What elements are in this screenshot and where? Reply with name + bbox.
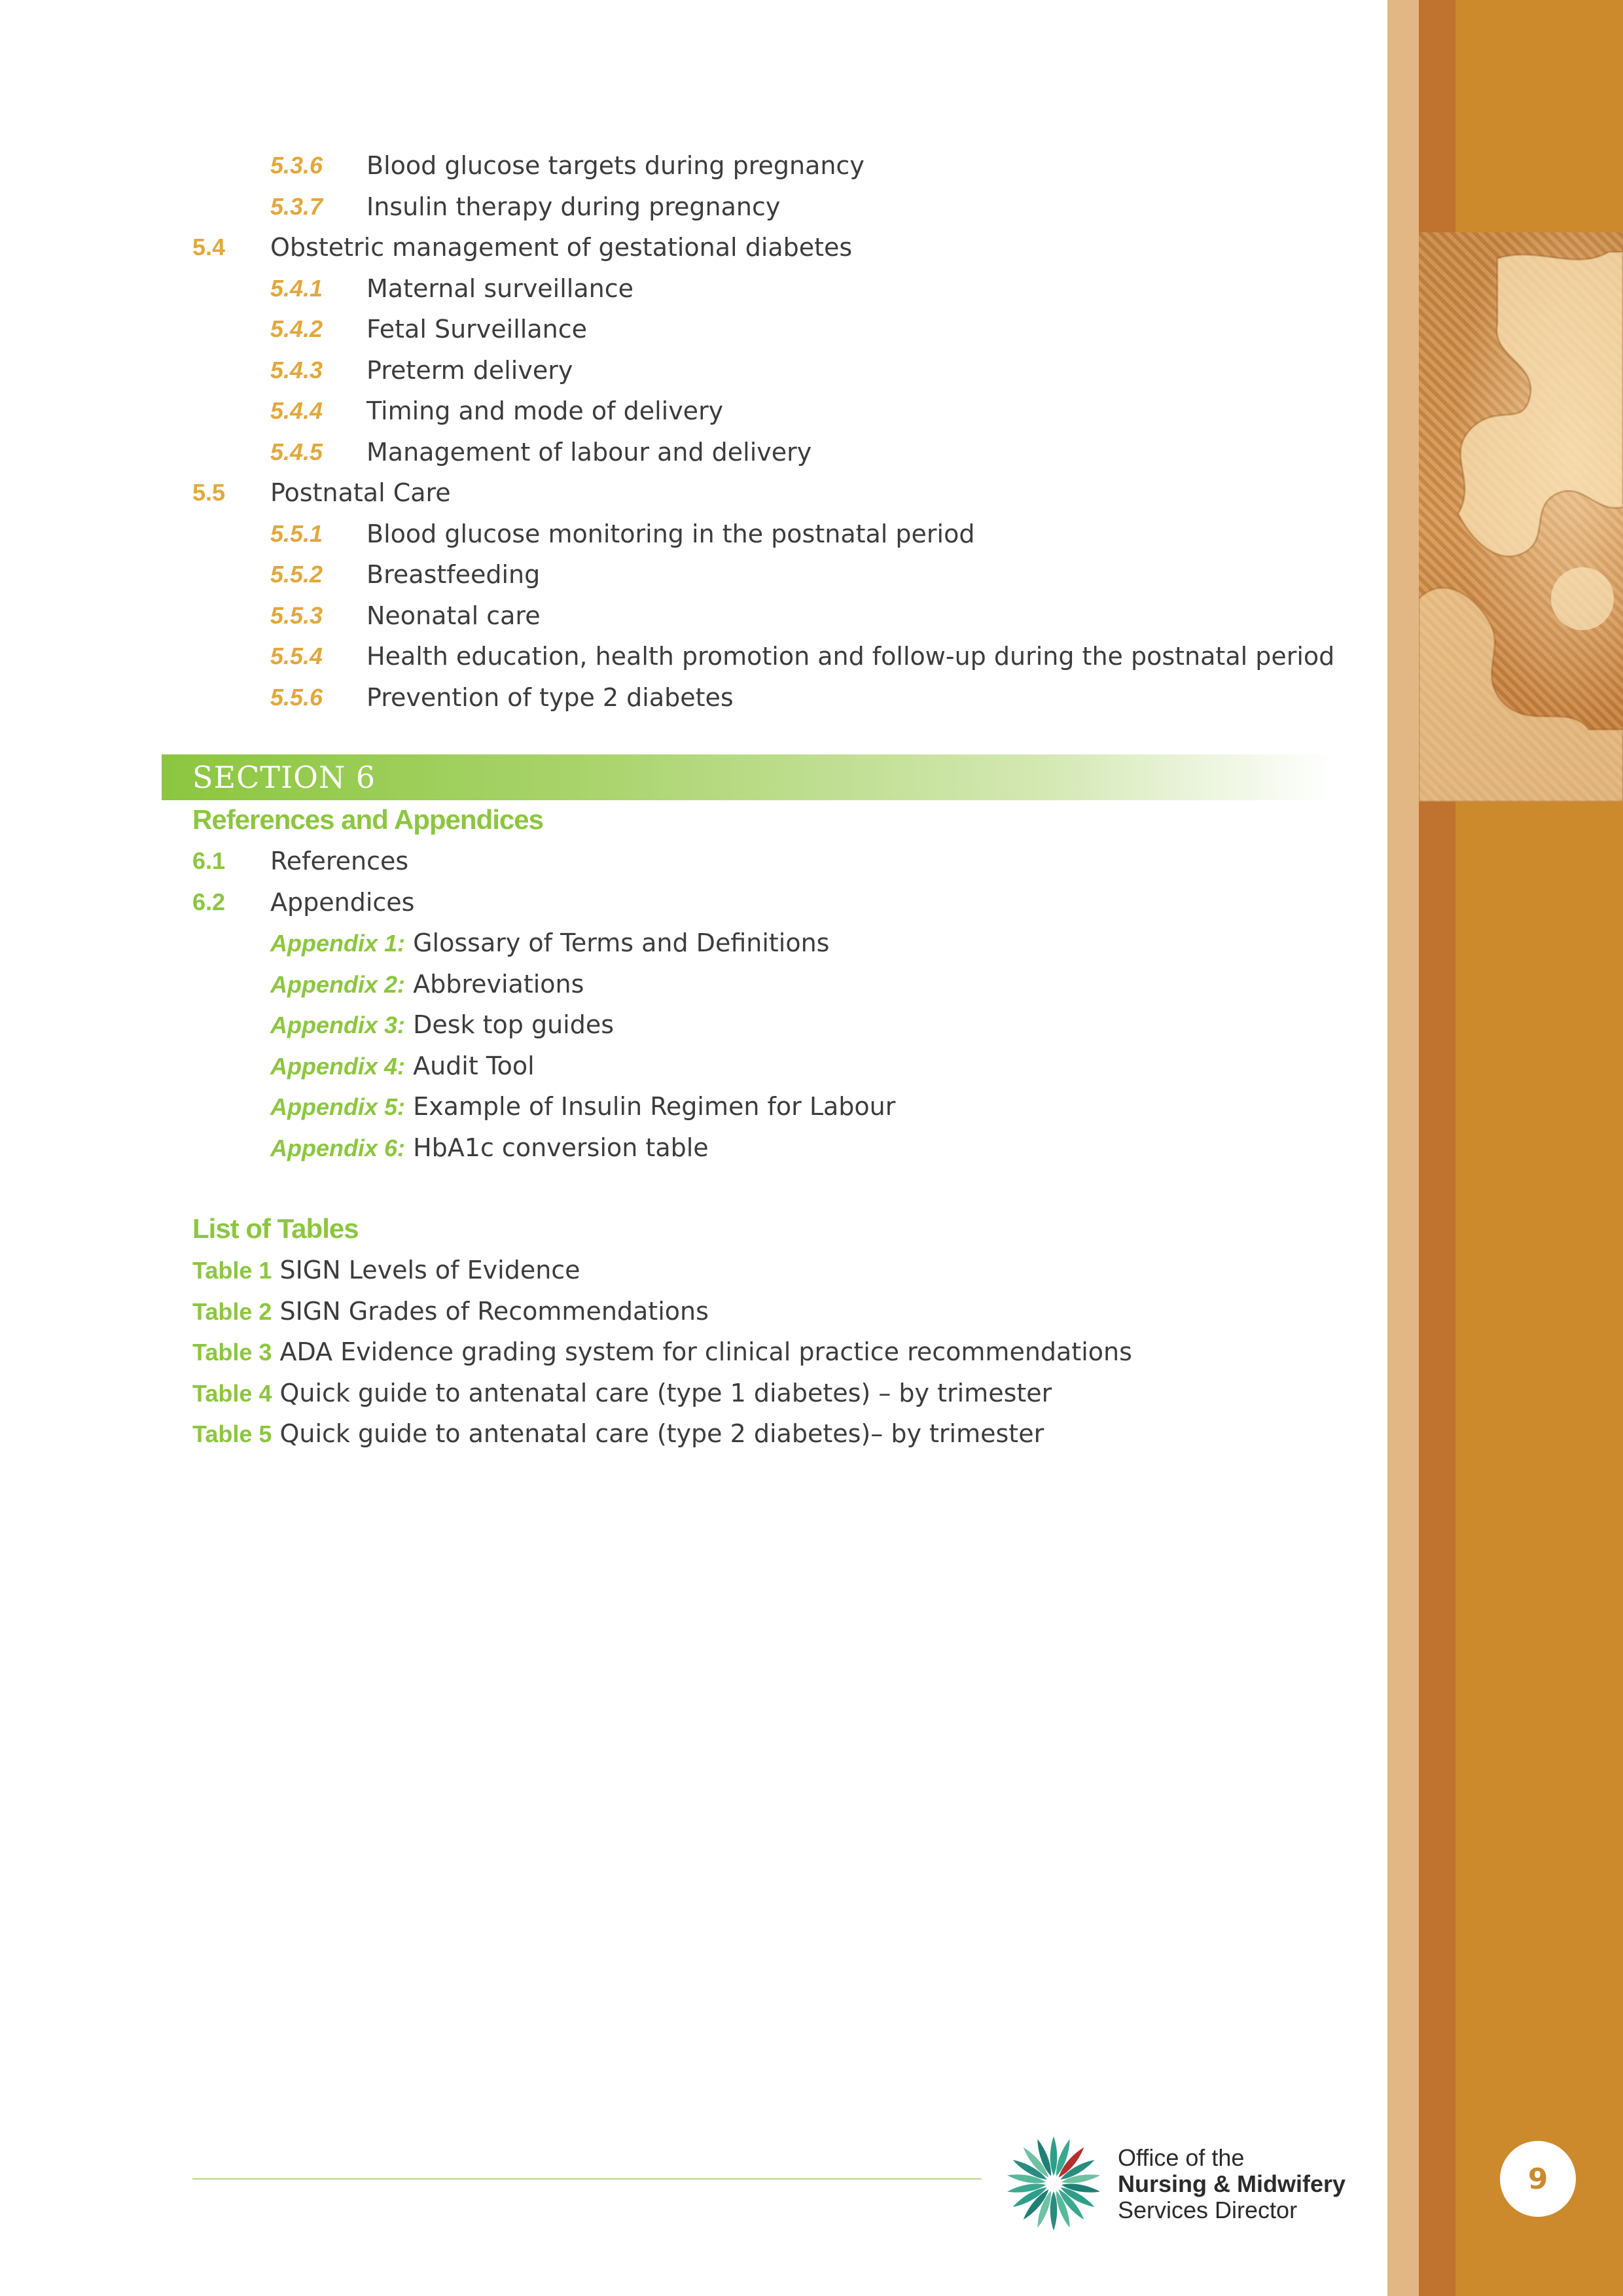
appendix-entry <box>270 1046 535 1086</box>
appendix-label: Appendix 6: <box>270 1134 406 1161</box>
toc-entry-number: 5.5.2 <box>270 561 323 588</box>
toc-entry-number: 5.3.6 <box>270 152 323 179</box>
toc-entry <box>0 145 1374 186</box>
section-banner <box>162 754 1333 800</box>
toc-entry-title: Health education, health promotion and follow-up during the postnatal period <box>366 642 1335 671</box>
toc-entry-number: 5.5.6 <box>270 683 323 711</box>
toc-entry <box>0 554 1374 595</box>
toc-entry-title: References <box>270 847 409 875</box>
appendix-entry <box>270 1086 895 1127</box>
toc-entry <box>0 268 1374 309</box>
footer-rule <box>192 2178 982 2180</box>
toc-entry-title: Postnatal Care <box>270 478 451 507</box>
appendix-label: Appendix 2: <box>270 970 406 998</box>
toc-entry-number: 6.2 <box>192 888 226 915</box>
appendix-label: Appendix 5: <box>270 1093 406 1120</box>
toc-entry-number: 6.1 <box>192 847 226 874</box>
toc-entry <box>0 227 1374 268</box>
appendix-label: Appendix 3: <box>270 1012 406 1038</box>
appendix-entry <box>270 1127 709 1168</box>
toc-entry-number: 5.4.3 <box>270 356 323 383</box>
section-heading: References and Appendices <box>192 804 543 835</box>
toc-entry-title: Neonatal care <box>366 601 541 630</box>
side-band-light <box>1387 0 1419 2296</box>
puzzle-image <box>1419 232 1623 802</box>
table-entry <box>192 1250 580 1290</box>
toc-entry-number: 5.3.7 <box>270 192 323 220</box>
toc-entry-number: 5.5 <box>192 479 226 506</box>
toc-entry <box>0 595 1374 636</box>
toc-entry-title: Insulin therapy during pregnancy <box>366 192 781 221</box>
organisation-logo-text <box>1118 2145 1346 2223</box>
toc-entry-title: Blood glucose targets during pregnancy <box>366 151 865 180</box>
toc-entry <box>0 636 1374 677</box>
logo-line-3: Services Director <box>1118 2197 1298 2223</box>
table-entry <box>192 1413 1044 1454</box>
table-entry <box>192 1332 1132 1372</box>
toc-entry <box>0 514 1374 554</box>
toc-entry <box>0 432 1374 472</box>
toc-entry <box>0 391 1374 431</box>
toc-entry-title: Blood glucose monitoring in the postnatal period <box>366 519 975 548</box>
toc-entry-title: Timing and mode of delivery <box>366 397 724 425</box>
toc-entry <box>0 350 1374 391</box>
toc-entry-number: 5.5.3 <box>270 601 323 629</box>
table-label: Table 1 <box>192 1257 272 1284</box>
toc-entry-title: Fetal Surveillance <box>366 315 587 344</box>
toc-entry-number: 5.5.4 <box>270 643 323 669</box>
table-title: SIGN Levels of Evidence <box>272 1256 580 1284</box>
toc-entry <box>0 472 1374 513</box>
toc-entry <box>0 309 1374 349</box>
toc-entry-number: 5.4.2 <box>270 315 323 342</box>
appendix-title: Example of Insulin Regimen for Labour <box>405 1092 896 1121</box>
toc-entry <box>0 841 1374 881</box>
logo-line-1: Office of the <box>1118 2144 1245 2171</box>
appendix-label: Appendix 1: <box>270 930 406 957</box>
toc-entry-title: Management of labour and delivery <box>366 437 812 467</box>
appendix-title: Glossary of Terms and Definitions <box>405 928 830 957</box>
toc-entry-title: Preterm delivery <box>366 355 573 385</box>
toc-entry <box>0 677 1374 718</box>
appendix-title: Audit Tool <box>405 1051 535 1080</box>
appendix-entry <box>270 923 829 963</box>
section-label: SECTION 6 <box>192 760 376 795</box>
page-number: 9 <box>1500 2141 1576 2217</box>
appendix-label: Appendix 4: <box>270 1052 406 1080</box>
toc-entry-title: Appendices <box>270 887 415 917</box>
appendix-title: Abbreviations <box>405 969 584 998</box>
appendix-entry <box>270 964 584 1004</box>
table-title: SIGN Grades of Recommendations <box>272 1296 709 1326</box>
logo-line-2: Nursing & Midwifery <box>1118 2170 1346 2197</box>
tables-heading: List of Tables <box>192 1213 359 1244</box>
toc-entry-number: 5.5.1 <box>270 520 323 547</box>
toc-entry-number: 5.4 <box>192 234 226 260</box>
table-label: Table 3 <box>192 1339 272 1366</box>
table-label: Table 4 <box>192 1379 272 1407</box>
table-title: Quick guide to antenatal care (type 1 diabetes) – by trimester <box>272 1378 1052 1407</box>
toc-entry-number: 5.4.1 <box>270 274 323 302</box>
toc-entry-title: Prevention of type 2 diabetes <box>366 682 734 712</box>
table-title: Quick guide to antenatal care (type 2 diabetes)– by trimester <box>272 1419 1044 1448</box>
table-label: Table 5 <box>192 1421 272 1447</box>
table-label: Table 2 <box>192 1298 272 1325</box>
toc-entry <box>0 882 1374 923</box>
toc-entry-title: Obstetric management of gestational diabetes <box>270 233 853 262</box>
table-entry <box>192 1291 709 1332</box>
toc-entry <box>0 186 1374 227</box>
toc-entry-title: Breastfeeding <box>366 560 541 589</box>
appendix-title: Desk top guides <box>405 1010 615 1039</box>
appendix-title: HbA1c conversion table <box>405 1133 709 1162</box>
toc-entry-number: 5.4.4 <box>270 397 323 424</box>
starburst-logo-icon <box>1001 2130 1106 2234</box>
toc-entry-number: 5.4.5 <box>270 438 323 465</box>
table-entry <box>192 1373 1052 1413</box>
appendix-entry <box>270 1004 614 1045</box>
table-title: ADA Evidence grading system for clinical practice recommendations <box>272 1337 1132 1366</box>
toc-entry-title: Maternal surveillance <box>366 274 633 303</box>
